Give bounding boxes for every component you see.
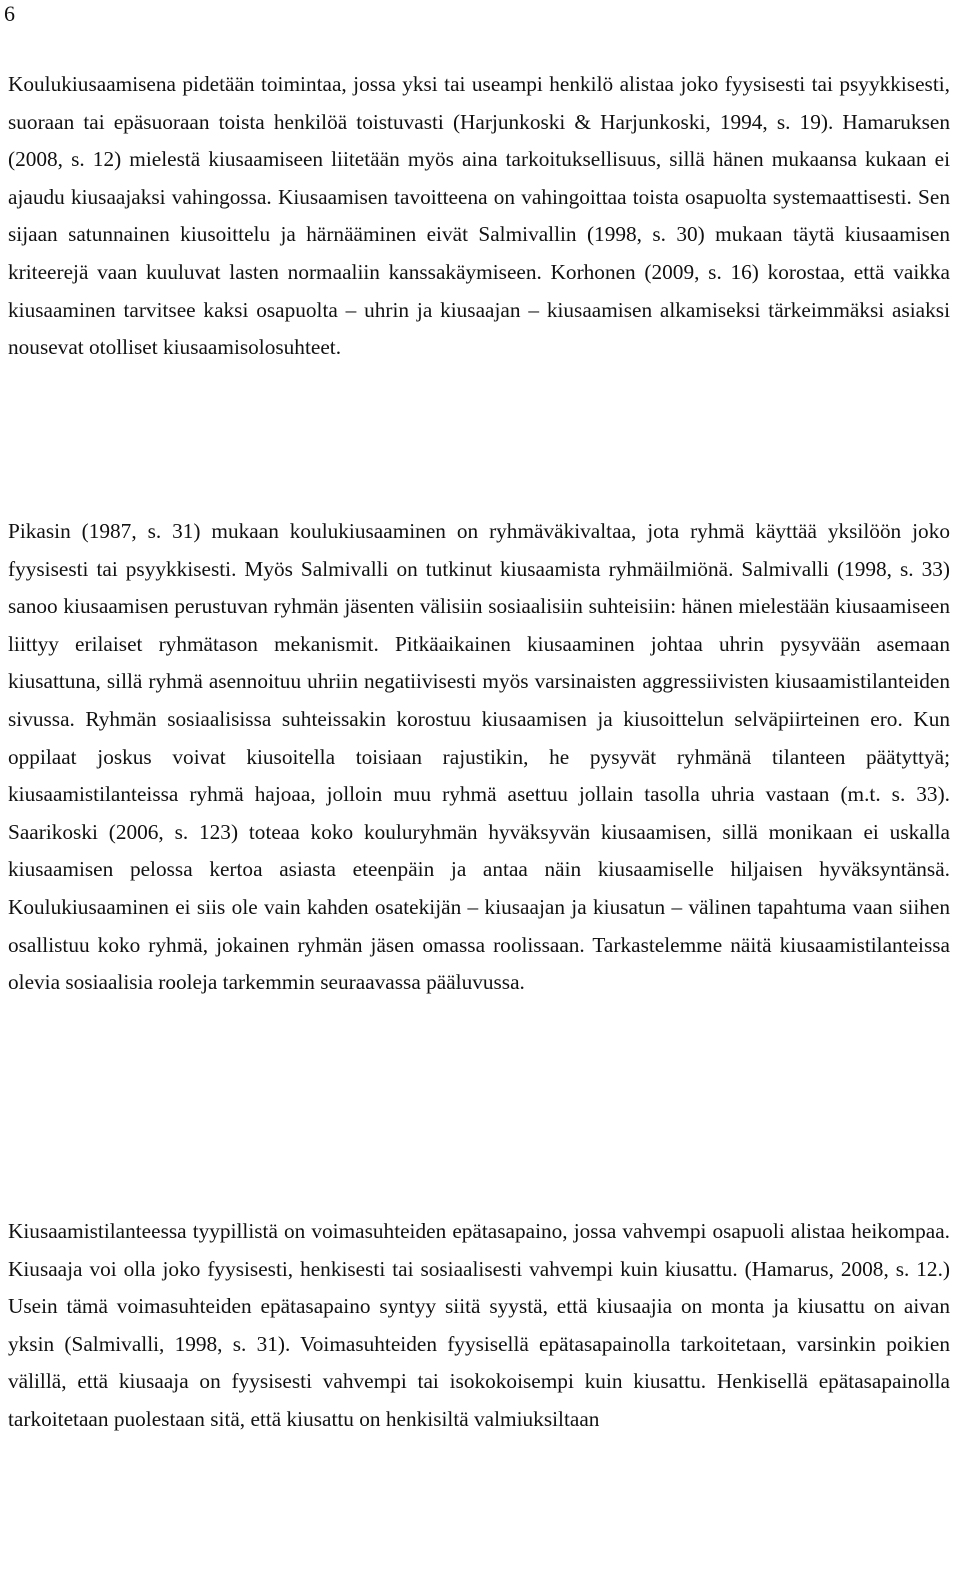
paragraph: Koulukiusaamisena pidetään toimintaa, jossa yksi tai useampi henkilö alistaa joko fyysisesti tai psyykkisesti, suoraan tai epäsuoraan toista henkilöä toistuvasti (Harjunkoski & Harjunkoski, 1994, s. 19). Hamaruksen (2008, s. 12) mielestä kiusaamiseen liitetään myös aina tarkoituksellisuus, sillä hänen mukaansa kukaan ei ajaudu kiusaajaksi vahingossa. Kiusaamisen tavoitteena on vahingoittaa toista osapuolta systemaattisesti. Sen sijaan satunnainen kiusoittelu ja härnääminen eivät Salmivallin (1998, s. 30) mukaan täytä kiusaamisen kriteerejä vaan kuuluvat lasten normaaliin kanssakäymiseen. Korhonen (2009, s. 16) korostaa, että vaikka kiusaaminen tarvitsee kaksi osapuolta – uhrin ja kiusaajan – kiusaamisen alkamiseksi tärkeimmäksi asiaksi nousevat otolliset kiusaamisolosuhteet. — [8, 72, 950, 360]
page-number: 6 — [4, 1, 15, 26]
paragraph: Pikasin (1987, s. 31) mukaan koulukiusaaminen on ryhmäväkivaltaa, jota ryhmä käyttää yksilöön joko fyysisesti tai psyykkisesti. Myös Salmivalli on tutkinut kiusaamista ryhmäilmiönä. Salmivalli (1998, s. 33) sanoo kiusaamisen perustuvan ryhmän jäsenten välisiin sosiaalisiin suhteisiin: hänen mielestään kiusaamiseen liittyy erilaiset ryhmätason mekanismit. Pitkäaikainen kiusaaminen johtaa uhrin pysyvään asemaan kiusattuna, sillä ryhmä asennoituu uhriin negatiivisesti myös varsinaisten aggressiivisten kiusaamistilanteiden sivussa. Ryhmän sosiaalisissa suhteissakin korostuu kiusaamisen ja kiusoittelun selväpiirteinen ero. Kun oppilaat joskus voivat kiusoitella toisiaan rajustikin, he pysyvät ryhmänä tilanteen päätyttyä; kiusaamistilanteissa ryhmä hajoaa, jolloin muu ryhmä asettuu jollain tasolla uhria vastaan (m.t. s. 33). Saarikoski (2006, s. 123) toteaa koko kouluryhmän hyväksyvän kiusaamisen, sillä monikaan ei uskalla kiusaamisen pelossa kertoa asiasta eteenpäin ja antaa näin kiusaamiselle hiljaisen hyväksyntänsä. Koulukiusaaminen ei siis ole vain kahden osatekijän – kiusaajan ja kiusatun – välinen tapahtuma vaan siihen osallistuu koko ryhmä, jokainen ryhmän jäsen omassa roolissaan. Tarkastelemme näitä kiusaamistilanteissa olevia sosiaalisia rooleja tarkemmin seuraavassa pääluvussa. — [8, 519, 950, 995]
paragraph: Kiusaamistilanteessa tyypillistä on voimasuhteiden epätasapaino, jossa vahvempi osapuoli alistaa heikompaa. Kiusaaja voi olla joko fyysisesti, henkisesti tai sosiaalisesti vahvempi kuin kiusattu. (Hamarus, 2008, s. 12.) Usein tämä voimasuhteiden epätasapaino syntyy siitä syystä, että kiusaajia on monta ja kiusattu on aivan yksin (Salmivalli, 1998, s. 31). Voimasuhteiden fyysisellä epätasapainolla tarkoitetaan, varsinkin poikien välillä, että kiusaaja on fyysisesti vahvempi tai isokokoisempi kuin kiusattu. Henkisellä epätasapainolla tarkoitetaan puolestaan sitä, että kiusattu on henkisiltä valmiuksiltaan — [8, 1219, 950, 1431]
